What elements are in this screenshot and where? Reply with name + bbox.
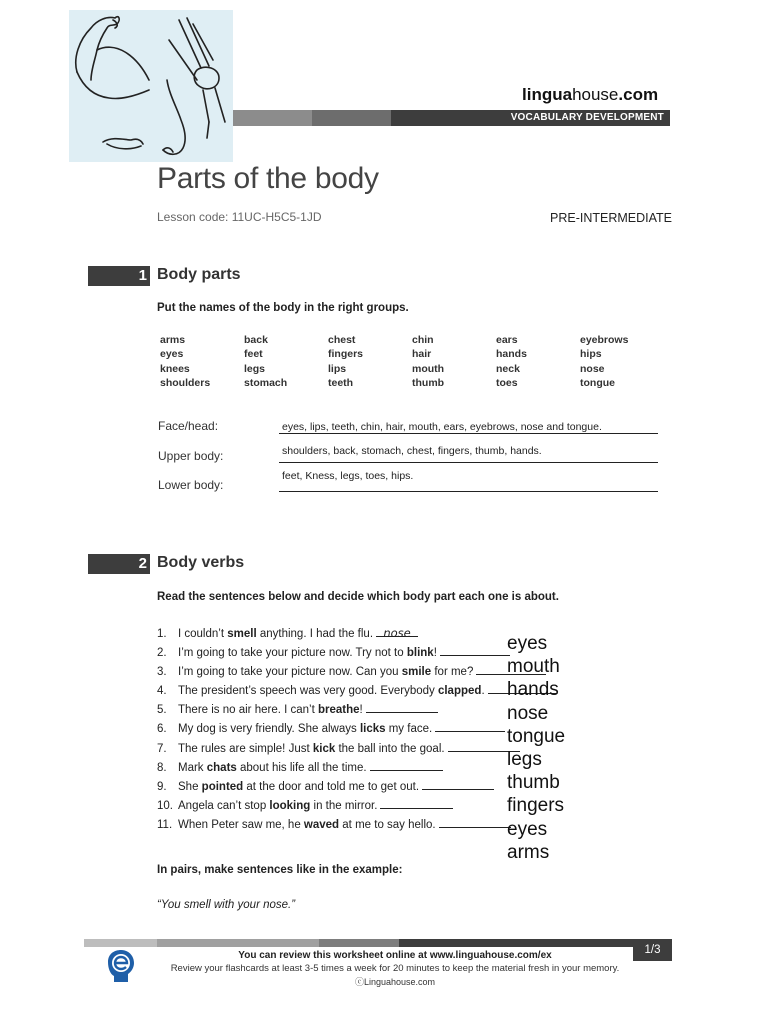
word-item: eyes [160, 348, 184, 361]
word-item: toes [496, 376, 518, 389]
sentence-item: 11. When Peter saw me, he waved at me to say hello. [157, 817, 517, 836]
brand-bold: lingua [522, 85, 573, 104]
word-item: arms [160, 334, 186, 346]
brand-suffix: .com [618, 85, 659, 104]
section-1-number: 1 [88, 266, 150, 286]
answer-word: hands [507, 679, 559, 701]
lesson-code: Lesson code: 11UC-H5C5-1JD [157, 210, 322, 224]
answer-word: thumb [507, 772, 560, 794]
example-sentence: “You smell with your nose.” [157, 899, 296, 911]
word-item: shoulders [160, 376, 211, 389]
brand-logo [522, 85, 658, 105]
answer-blank[interactable] [422, 779, 494, 790]
word-item: teeth [328, 376, 354, 389]
sentence-item: 2. I’m going to take your picture now. Try not to blink! [157, 645, 517, 664]
group-line-upper [279, 462, 658, 463]
group-answer-face[interactable]: eyes, lips, teeth, chin, hair, mouth, ears, eyebrows, nose and tongue. [282, 421, 602, 433]
linguahouse-e-logo-icon [104, 948, 136, 984]
group-label-lower: Lower body: [158, 478, 224, 492]
answer-blank[interactable] [380, 798, 453, 809]
answer-word: eyes [507, 633, 548, 654]
sentence-item: 3. I’m going to take your picture now. Can you smile for me? [157, 664, 517, 683]
section-2-title: Body verbs [157, 554, 245, 571]
word-item: thumb [412, 376, 445, 389]
answer-blank[interactable] [439, 817, 511, 828]
word-item: mouth [412, 362, 445, 375]
answer-word: nose [507, 702, 549, 724]
word-item: nose [580, 362, 605, 375]
answer-blank[interactable] [370, 760, 443, 771]
page-title: Parts of the body [157, 162, 379, 195]
group-answer-upper[interactable]: shoulders, back, stomach, chest, fingers, thumb, hands. [282, 445, 542, 457]
word-item: legs [244, 362, 266, 375]
answer-word: fingers [507, 795, 565, 817]
word-item: chest [328, 334, 356, 346]
word-item: knees [160, 362, 190, 375]
level-label: PRE-INTERMEDIATE [550, 211, 672, 225]
footer-review-link[interactable]: You can review this worksheet online at www.linguahouse.com/ex [238, 950, 552, 961]
brand-light: house [572, 85, 619, 104]
section-2-instruction: Read the sentences below and decide which body part each one is about. [157, 591, 559, 603]
header-illustration [69, 10, 233, 162]
word-item: lips [328, 362, 347, 375]
section-2-number: 2 [88, 554, 150, 574]
sentence-item: 9. She pointed at the door and told me to get out. [157, 779, 517, 798]
section-1-instruction: Put the names of the body in the right groups. [157, 302, 409, 314]
word-item: neck [496, 362, 520, 375]
word-item: hands [496, 348, 527, 361]
sentence-item: 7. The rules are simple! Just kick the ball into the goal. [157, 741, 517, 760]
sentence-item: 6. My dog is very friendly. She always licks my face. [157, 721, 517, 740]
header-tagline: VOCABULARY DEVELOPMENT [510, 112, 664, 123]
body-parts-drawing-icon [69, 10, 233, 162]
sentence-item: 1. I couldn’t smell anything. I had the flu. nose [157, 626, 517, 645]
word-item: feet [244, 348, 263, 361]
section-1-title: Body parts [157, 266, 241, 283]
answer-word: eyes [507, 818, 548, 840]
word-item: eyebrows [580, 334, 629, 346]
word-item: back [244, 334, 268, 346]
footer-copyright: ⓒLinguahouse.com [354, 977, 436, 987]
answer-word: legs [507, 749, 542, 771]
sentence-item: 5. There is no air here. I can’t breathe! [157, 702, 517, 721]
footer-flashcards-note: Review your flashcards at least 3-5 times a week for 20 minutes to keep the material fresh in your memory. [170, 963, 620, 974]
answer-word: mouth [507, 656, 560, 678]
group-line-face [279, 433, 658, 434]
answer-word: arms [507, 841, 550, 863]
word-item: stomach [244, 376, 288, 389]
sentence-item: 10. Angela can’t stop looking in the mirror. [157, 798, 517, 817]
pairs-instruction: In pairs, make sentences like in the example: [157, 864, 403, 876]
word-item: ears [496, 334, 518, 346]
word-item: hair [412, 348, 432, 361]
word-item: tongue [580, 376, 615, 389]
sentence-list [157, 626, 517, 836]
answer-blank[interactable]: nose [376, 626, 418, 637]
answer-blank[interactable] [435, 721, 505, 732]
group-line-lower [279, 491, 658, 492]
answer-blank[interactable] [366, 702, 438, 713]
answer-word: tongue [507, 725, 566, 747]
group-label-upper: Upper body: [158, 449, 224, 463]
group-label-face: Face/head: [158, 419, 219, 433]
word-item: fingers [328, 348, 364, 361]
sentence-item: 4. The president’s speech was very good. Everybody clapped. [157, 683, 517, 702]
page-number: 1/3 [633, 939, 672, 961]
handwritten-answers [507, 632, 565, 864]
word-bank [160, 334, 670, 391]
word-item: hips [580, 348, 602, 361]
answer-blank[interactable] [440, 645, 510, 656]
sentence-item: 8. Mark chats about his life all the time. [157, 760, 517, 779]
footer-stripe [84, 939, 633, 947]
group-answer-lower[interactable]: feet, Kness, legs, toes, hips. [282, 470, 414, 482]
word-item: chin [412, 334, 434, 346]
